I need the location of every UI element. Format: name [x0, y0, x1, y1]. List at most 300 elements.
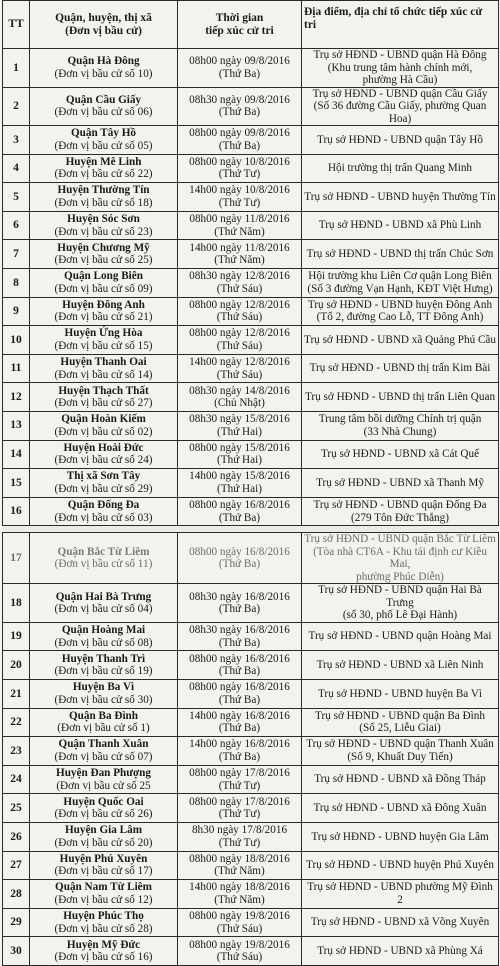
table-row: [3, 240, 499, 269]
place-address: (33 Nhà Chung): [363, 425, 437, 438]
place-cell: [302, 326, 499, 355]
row-number: 18: [3, 584, 30, 623]
place-cell: [302, 851, 499, 880]
table-row: [3, 211, 499, 240]
meeting-weekday: (Thứ Ba): [218, 750, 261, 763]
time-cell: [178, 211, 302, 240]
row-number: 15: [3, 469, 30, 498]
place-cell: [302, 49, 499, 88]
time-cell: [178, 354, 302, 383]
electoral-unit: (Đơn vị bầu cử số 20): [54, 836, 153, 849]
unit-name: Quận Cầu Giấy: [65, 93, 142, 106]
meeting-weekday: (Thứ Ba): [218, 511, 261, 524]
unit-name: Quận Nam Từ Liêm: [55, 881, 152, 894]
meeting-time: 08h00 ngày 17/8/2016: [189, 767, 290, 780]
unit-cell: [30, 737, 178, 766]
electoral-unit: (Đơn vị bầu cử số 08): [54, 636, 153, 649]
table-row: [3, 651, 499, 680]
unit-name: Huyện Hoài Đức: [63, 441, 144, 454]
row-number: 24: [3, 765, 30, 794]
electoral-unit: (Đơn vị bầu cử số 11): [54, 558, 153, 571]
meeting-time: 08h00 ngày 10/8/2016: [189, 155, 290, 168]
place-name: Trụ sở HĐND - UBND xã Phù Linh: [318, 219, 482, 232]
unit-cell: [30, 533, 178, 584]
meeting-time: 08h00 ngày 12/8/2016: [189, 298, 290, 311]
unit-cell: [30, 268, 178, 297]
meeting-weekday: (Thứ Ba): [218, 106, 261, 119]
place-cell: [302, 87, 499, 126]
table-row: [3, 87, 499, 126]
row-number: 7: [3, 240, 30, 269]
meeting-weekday: (Thứ Sáu): [216, 951, 263, 964]
place-address: (Số 25, Liễu Giai): [359, 722, 441, 735]
place-name: Trụ sở HĐND - UBND huyện Ba Vì: [317, 687, 483, 700]
unit-cell: [30, 411, 178, 440]
meeting-weekday: (Thứ Sáu): [216, 311, 263, 324]
row-number: 20: [3, 651, 30, 680]
unit-cell: [30, 822, 178, 851]
header-unit-line1: Quận, huyện, thị xã: [55, 11, 152, 24]
table-row: [3, 533, 499, 584]
time-cell: [178, 49, 302, 88]
meeting-weekday: (Thứ Hai): [217, 482, 262, 495]
electoral-unit: (Đơn vị bầu cử số 10): [54, 67, 153, 80]
place-cell: [302, 268, 499, 297]
row-number: 21: [3, 680, 30, 709]
place-cell: [302, 183, 499, 212]
electoral-unit: (Đơn vị bầu cử số 27): [54, 397, 153, 410]
meeting-weekday: (Thứ Tư): [218, 808, 261, 821]
place-address: (Số 9, Khuất Duy Tiến): [347, 750, 453, 763]
table-row: [3, 268, 499, 297]
place-address: (số 30, phố Lê Đại Hành): [342, 609, 458, 622]
table-row: [3, 497, 499, 526]
place-address: phường Hà Cầu): [362, 74, 438, 86]
row-number: 16: [3, 497, 30, 526]
unit-cell: [30, 354, 178, 383]
unit-cell: [30, 851, 178, 880]
row-number: 28: [3, 880, 30, 909]
place-cell: [302, 154, 499, 183]
place-name: Trụ sở HĐND - UBND thị trấn Kim Bài: [309, 362, 491, 375]
place-cell: [302, 211, 499, 240]
row-number: 19: [3, 622, 30, 651]
meeting-time: 08h00 ngày 15/8/2016: [189, 441, 290, 454]
unit-cell: [30, 794, 178, 823]
meeting-weekday: (Thứ Năm): [214, 865, 265, 878]
meeting-time: 08h00 ngày 19/8/2016: [189, 938, 290, 951]
meeting-weekday: (Thứ Ba): [218, 558, 261, 571]
meeting-weekday: (Thứ Ba): [218, 636, 261, 649]
unit-name: Quận Thanh Xuân: [58, 738, 149, 751]
electoral-unit: (Đơn vị bầu cử số 03): [54, 511, 153, 524]
header-tt: TT: [3, 1, 30, 49]
unit-cell: [30, 297, 178, 326]
page-break-cell: [3, 526, 499, 533]
place-cell: [302, 708, 499, 737]
meeting-weekday: (Thứ Ba): [218, 603, 261, 616]
meeting-weekday: (Thứ Sáu): [216, 368, 263, 381]
voter-meeting-schedule-table: [2, 0, 499, 966]
row-number: 13: [3, 411, 30, 440]
unit-name: Quận Long Biên: [64, 270, 143, 283]
meeting-time: 14h00 ngày 11/8/2016: [189, 241, 290, 254]
place-name: Trụ sở HĐND - UBND quận Tây Hồ: [317, 133, 483, 146]
unit-name: Huyện Đan Phượng: [56, 767, 151, 780]
unit-cell: [30, 880, 178, 909]
unit-cell: [30, 126, 178, 155]
table-row: [3, 354, 499, 383]
place-name: Trụ sở HĐND - UBND huyện Đông Anh: [307, 298, 493, 311]
unit-name: Huyện Phúc Thọ: [63, 910, 144, 923]
electoral-unit: (Đơn vị bầu cử số 02): [54, 425, 153, 438]
meeting-weekday: (Thứ Ba): [218, 665, 261, 678]
table-header-row: [3, 1, 499, 49]
place-address: (Tổ 2, đường Cao Lỗ, TT Đông Anh): [316, 311, 484, 324]
row-number: 9: [3, 297, 30, 326]
table-row: [3, 469, 499, 498]
page-break-gap: [3, 526, 499, 533]
unit-cell: [30, 154, 178, 183]
unit-cell: [30, 497, 178, 526]
place-cell: [302, 469, 499, 498]
place-cell: [302, 794, 499, 823]
place-cell: [302, 297, 499, 326]
time-cell: [178, 268, 302, 297]
row-number: 23: [3, 737, 30, 766]
row-number: 22: [3, 708, 30, 737]
meeting-weekday: (Thứ Ba): [218, 139, 261, 152]
place-name: Trụ sở HĐND - UBND huyện Thường Tín: [304, 190, 496, 203]
time-cell: [178, 708, 302, 737]
place-cell: [302, 622, 499, 651]
meeting-time: 08h30 ngày 12/8/2016: [189, 270, 290, 283]
place-name: Trụ sở HĐND - UBND huyện Gia Lâm: [311, 830, 489, 843]
table-row: [3, 851, 499, 880]
place-name: Trụ sở HĐND - UBND xã Võng Xuyên: [310, 916, 490, 929]
unit-name: Huyện Sóc Sơn: [67, 213, 140, 226]
place-name: Trụ sở HĐND - UBND quận Thanh Xuân: [306, 738, 494, 751]
unit-name: Huyện Thanh Trì: [61, 652, 146, 665]
time-cell: [178, 383, 302, 412]
row-number: 5: [3, 183, 30, 212]
time-cell: [178, 154, 302, 183]
place-name: Trung tâm bồi dưỡng Chính trị quận: [318, 413, 482, 426]
unit-name: Thị xã Sơn Tây: [66, 470, 141, 483]
row-number: 3: [3, 126, 30, 155]
meeting-time: 14h00 ngày 10/8/2016: [189, 184, 290, 197]
place-name: Trụ sở HĐND - UBND xã Cát Quế: [320, 448, 480, 461]
unit-name: Quận Hà Đông: [67, 55, 140, 68]
header-time-line2: tiếp xúc cử tri: [205, 24, 274, 37]
meeting-weekday: (Thứ Năm): [214, 893, 265, 906]
row-number: 2: [3, 87, 30, 126]
row-number: 11: [3, 354, 30, 383]
meeting-time: 08h00 ngày 09/8/2016: [189, 127, 290, 140]
meeting-time: 08h30 ngày 16/8/2016: [189, 590, 290, 603]
time-cell: [178, 87, 302, 126]
place-name: Trụ sở HĐND - UBND huyện Phú Xuyên: [306, 859, 494, 872]
electoral-unit: (Đơn vị bầu cử số 17): [54, 865, 153, 878]
meeting-time: 08h00 ngày 11/8/2016: [189, 213, 290, 226]
table-row: [3, 183, 499, 212]
table-row: [3, 622, 499, 651]
place-address: (279 Tôn Đức Thắng): [351, 511, 449, 524]
electoral-unit: (Đơn vị bầu cử số 22): [54, 168, 153, 181]
place-cell: [302, 937, 499, 966]
meeting-weekday: (Thứ Tư): [218, 168, 261, 181]
electoral-unit: (Đơn vị bầu cử số 15): [54, 339, 153, 352]
table-row: [3, 765, 499, 794]
table-row: [3, 297, 499, 326]
header-unit-line2: (Đơn vị bầu cử): [65, 24, 142, 37]
electoral-unit: (Đơn vị bầu cử số 09): [54, 282, 153, 295]
meeting-time: 14h00 ngày 16/8/2016: [189, 738, 290, 751]
table-row: [3, 880, 499, 909]
row-number: 1: [3, 49, 30, 88]
electoral-unit: (Đơn vị bầu cử số 12): [54, 893, 153, 906]
place-name: Trụ sở HĐND - UBND xã Đồng Tháp: [314, 773, 486, 786]
header-time: [178, 1, 302, 49]
place-address: (Số 36 đường Cầu Giấy, phường Quan Hoa): [313, 100, 487, 125]
meeting-weekday: (Thứ Hai): [217, 425, 262, 438]
meeting-weekday: (Thứ Sáu): [216, 282, 263, 295]
row-number: 27: [3, 851, 30, 880]
unit-name: Quận Ba Đình: [68, 709, 139, 722]
row-number: 8: [3, 268, 30, 297]
time-cell: [178, 937, 302, 966]
unit-cell: [30, 622, 178, 651]
electoral-unit: (Đơn vị bầu cử số 18): [54, 196, 153, 209]
time-cell: [178, 297, 302, 326]
meeting-time: 08h30 ngày 14/8/2016: [189, 384, 290, 397]
place-name: Hội trường khu Liên Cơ quận Long Biên: [308, 270, 492, 283]
header-place: Địa điểm, địa chỉ tổ chức tiếp xúc cử tri: [302, 1, 499, 49]
time-cell: [178, 469, 302, 498]
time-cell: [178, 497, 302, 526]
row-number: 25: [3, 794, 30, 823]
meeting-time: 14h00 ngày 18/8/2016: [189, 881, 290, 894]
meeting-weekday: (Thứ Hai): [217, 454, 262, 467]
table-row: [3, 822, 499, 851]
electoral-unit: (Đơn vị bầu cử số 29): [54, 482, 153, 495]
unit-name: Huyện Thanh Oai: [60, 356, 147, 369]
place-cell: [302, 533, 499, 584]
unit-name: Huyện Đông Anh: [62, 298, 145, 311]
time-cell: [178, 680, 302, 709]
unit-cell: [30, 708, 178, 737]
meeting-weekday: (Thứ Sáu): [216, 339, 263, 352]
meeting-weekday: (Thứ Ba): [218, 722, 261, 735]
place-name: Trụ sở HĐND - UBND xã Đông Xuân: [313, 801, 487, 814]
unit-cell: [30, 937, 178, 966]
table-row: [3, 326, 499, 355]
time-cell: [178, 411, 302, 440]
unit-name: Quận Hoàn Kiếm: [61, 413, 146, 426]
table-row: [3, 440, 499, 469]
electoral-unit: (Đơn vị bầu cử số 26): [54, 808, 153, 821]
meeting-time: 08h30 ngày 16/8/2016: [189, 624, 290, 637]
place-cell: [302, 680, 499, 709]
time-cell: [178, 584, 302, 623]
unit-cell: [30, 49, 178, 88]
time-cell: [178, 737, 302, 766]
unit-name: Quận Hai Bà Trưng: [55, 590, 152, 603]
time-cell: [178, 240, 302, 269]
meeting-weekday: (Chủ Nhật): [214, 397, 265, 410]
header-time-line1: Thời gian: [215, 11, 264, 24]
table-row: [3, 584, 499, 623]
electoral-unit: (Đơn vị bầu cử số 06): [54, 106, 153, 119]
unit-name: Huyện Chương Mỹ: [57, 241, 150, 254]
meeting-time: 08h00 ngày 17/8/2016: [189, 795, 290, 808]
unit-name: Huyện Ứng Hòa: [64, 327, 143, 340]
unit-name: Huyện Ba Vì: [72, 681, 135, 694]
electoral-unit: (Đơn vị bầu cử số 19): [54, 665, 153, 678]
unit-cell: [30, 87, 178, 126]
place-cell: [302, 440, 499, 469]
time-cell: [178, 126, 302, 155]
electoral-unit: (Đơn vị bầu cử số 14): [54, 368, 153, 381]
place-address: (Số 3 đường Vạn Hạnh, KĐT Việt Hưng): [307, 282, 493, 295]
electoral-unit: (Đơn vị bầu cử số 30): [54, 693, 153, 706]
electoral-unit: (Đơn vị bầu cử số 07): [54, 750, 153, 763]
unit-cell: [30, 183, 178, 212]
meeting-time: 08h30 ngày 15/8/2016: [189, 413, 290, 426]
table-row: [3, 154, 499, 183]
unit-name: Quận Đống Đa: [67, 499, 140, 512]
electoral-unit: (Đơn vị bầu cử số 25: [56, 779, 151, 792]
unit-name: Quận Tây Hồ: [70, 127, 137, 140]
place-cell: [302, 822, 499, 851]
place-address: (Tòa nhà CT6A - Khu tái định cư Kiều Mai,: [313, 545, 487, 571]
unit-name: Quận Bắc Từ Liêm: [57, 545, 150, 558]
table-row: [3, 937, 499, 966]
place-name: Trụ sở HĐND - UBND quận Hoàng Mai: [308, 630, 492, 643]
row-number: 12: [3, 383, 30, 412]
meeting-time: 08h00 ngày 16/8/2016: [189, 545, 290, 558]
meeting-weekday: (Thứ Năm): [214, 225, 265, 238]
time-cell: [178, 533, 302, 584]
unit-cell: [30, 211, 178, 240]
row-number: 6: [3, 211, 30, 240]
electoral-unit: (Đơn vị bầu cử số 25): [54, 254, 153, 267]
row-number: 17: [3, 533, 30, 584]
row-number: 4: [3, 154, 30, 183]
time-cell: [178, 440, 302, 469]
meeting-weekday: (Thứ Ba): [218, 693, 261, 706]
unit-name: Huyện Mỹ Đức: [66, 938, 141, 951]
meeting-weekday: (Thứ Sáu): [216, 922, 263, 935]
meeting-time: 08h00 ngày 16/8/2016: [189, 681, 290, 694]
table-row: [3, 737, 499, 766]
electoral-unit: (Đơn vị bầu cử số 16): [54, 951, 153, 964]
electoral-unit: (Đơn vị bầu cử số 23): [54, 225, 153, 238]
meeting-weekday: (Thứ Tư): [218, 836, 261, 849]
place-cell: [302, 240, 499, 269]
place-cell: [302, 411, 499, 440]
place-cell: [302, 126, 499, 155]
electoral-unit: (Đơn vị bầu cử số 05): [54, 139, 153, 152]
meeting-time: 08h30 ngày 09/8/2016: [189, 93, 290, 106]
place-cell: [302, 383, 499, 412]
time-cell: [178, 183, 302, 212]
unit-cell: [30, 680, 178, 709]
meeting-time: 14h00 ngày 15/8/2016: [189, 470, 290, 483]
header-unit: [30, 1, 178, 49]
place-name: Trụ sở HĐND - UBND xã Phùng Xá: [317, 944, 483, 957]
place-cell: [302, 765, 499, 794]
place-name: Trụ sở HĐND - UBND quận Đống Đa: [313, 499, 487, 512]
unit-name: Huyện Phú Xuyên: [59, 852, 148, 865]
place-name: Trụ sở HĐND - UBND phường Mỹ Đình 2: [307, 881, 493, 906]
unit-cell: [30, 584, 178, 623]
place-name: Trụ sở HĐND - UBND quận Hà Đông: [313, 49, 487, 61]
place-cell: [302, 497, 499, 526]
place-name: Hội trường thị trấn Quang Minh: [327, 162, 473, 175]
time-cell: [178, 651, 302, 680]
meeting-time: 14h00 ngày 12/8/2016: [189, 356, 290, 369]
row-number: 29: [3, 908, 30, 937]
electoral-unit: (Đơn vị bầu cử số 28): [54, 922, 153, 935]
meeting-time: 08h00 ngày 12/8/2016: [189, 327, 290, 340]
unit-name: Huyện Quốc Oai: [63, 795, 144, 808]
electoral-unit: (Đơn vị bầu cử số 21): [54, 311, 153, 324]
unit-cell: [30, 440, 178, 469]
time-cell: [178, 822, 302, 851]
electoral-unit: (Đơn vị bầu cử số 04): [54, 603, 153, 616]
place-name: Trụ sở HĐND - UBND quận Hai Bà Trưng: [318, 584, 482, 609]
place-cell: [302, 737, 499, 766]
unit-name: Huyện Thường Tín: [57, 184, 150, 197]
electoral-unit: (Đơn vị bầu cử số 1): [57, 722, 150, 735]
row-number: 26: [3, 822, 30, 851]
place-cell: [302, 354, 499, 383]
time-cell: [178, 851, 302, 880]
place-name: Trụ sở HĐND - UBND quận Ba Đình: [315, 709, 485, 722]
unit-cell: [30, 326, 178, 355]
unit-name: Quận Hoàng Mai: [61, 624, 146, 637]
unit-name: Huyện Gia Lâm: [64, 824, 143, 837]
place-name: Trụ sở HĐND - UBND xã Liên Ninh: [316, 658, 484, 671]
meeting-time: 08h00 ngày 16/8/2016: [189, 499, 290, 512]
meeting-weekday: (Thứ Ba): [218, 67, 261, 80]
table-row: [3, 680, 499, 709]
meeting-weekday: (Thứ Tư): [218, 196, 261, 209]
place-cell: [302, 880, 499, 909]
time-cell: [178, 326, 302, 355]
meeting-time: 14h00 ngày 16/8/2016: [189, 709, 290, 722]
table-body: [3, 49, 499, 966]
place-name: Trụ sở HĐND - UBND quận Cầu Giấy: [312, 87, 488, 100]
table-row: [3, 708, 499, 737]
unit-cell: [30, 469, 178, 498]
place-address: (Khu trung tâm hành chính mới,: [327, 61, 473, 74]
table-row: [3, 49, 499, 88]
meeting-time: 8h30 ngày 17/8/2016: [191, 824, 288, 837]
unit-cell: [30, 383, 178, 412]
place-name: Trụ sở HĐND - UBND thị trấn Liên Quan: [304, 390, 496, 403]
place-name: Trụ sở HĐND - UBND thị trấn Chúc Sơn: [306, 247, 494, 260]
time-cell: [178, 622, 302, 651]
table-row: [3, 126, 499, 155]
place-name: Trụ sở HĐND - UBND xã Quảng Phú Cầu: [304, 333, 496, 346]
row-number: 14: [3, 440, 30, 469]
electoral-unit: (Đơn vị bầu cử số 24): [54, 454, 153, 467]
time-cell: [178, 765, 302, 794]
meeting-weekday: (Thứ Tư): [218, 779, 261, 792]
place-cell: [302, 584, 499, 623]
